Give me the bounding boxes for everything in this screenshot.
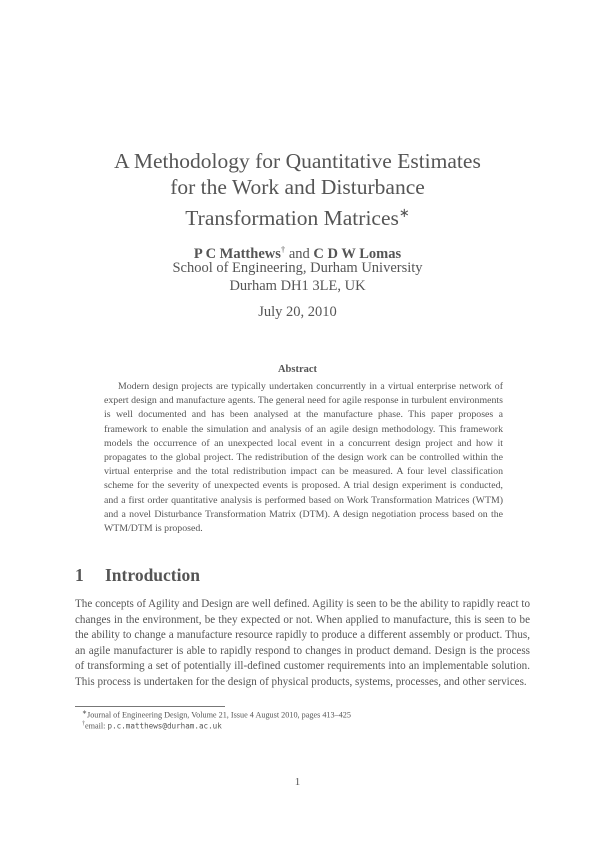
abstract-text: Modern design projects are typically undertaken concurrently in a virtual enterprise network of expert design and manufacture agents. The general need for agile response in turbulent environments is well documented and has been analysed at the manufacture phase. This paper proposes a framework to enable the simulation and analysis of an agile design methodology. This framework models the occurrence of an unexpected local event in a concurrent design project and how it propagates to the global project. The redistribution of the design work can be controlled within the virtual enterprise and the total redistribution impact can be measured. A four level classification scheme for the severity of unexpected events is proposed. A trial design experiment is conducted, and a first order quantitative analysis is performed based on Work Transformation Matrices (WTM) and a novel Disturbance Transformation Matrix (DTM). A design negotiation process based on the WTM/DTM is proposed.: [104, 381, 503, 535]
author-email-link[interactable]: p.c.matthews@durham.ac.uk: [107, 721, 222, 731]
affiliation-line-2: Durham DH1 3LE, UK: [229, 278, 366, 294]
abstract-heading: Abstract: [277, 364, 318, 375]
title-line-1: A Methodology for Quantitative Estimates: [114, 149, 481, 173]
section-number: 1: [75, 565, 84, 585]
footnote-1-text: Journal of Engineering Design, Volume 21, Issue 4 August 2010, pages 413–425: [87, 710, 351, 720]
footnote-2: [82, 719, 222, 732]
intro-paragraph: The concepts of Agility and Design are well defined. Agility is seen to be the ability to rapidly react to changes in the environment, be they expected or not. When applied to manufacture, this is seen to be the ability to change a manufacture resource rapidly to produce a different assembly or product. Thus, an agile manufacturer is able to rapidly respond to changes in product demand. Design is the process of transforming a set of potentially ill-defined customer requirements into an implementable solution. This process is undertaken for the design of physical products, systems, processes, and other services.: [75, 598, 530, 688]
affiliation-line-1: School of Engineering, Durham University: [172, 260, 423, 276]
author-conjunction: and: [288, 245, 310, 262]
paper-title: [40, 148, 555, 231]
section-title: Introduction: [105, 565, 200, 585]
page-number: 1: [294, 776, 301, 788]
footnote-1-mark: ∗: [82, 710, 88, 716]
footnote-2-mark: †: [82, 721, 85, 727]
title-line-3-text: Transformation Matrices: [185, 206, 399, 231]
author-1-footnote-mark: †: [280, 244, 286, 254]
footnote-2-label: email:: [85, 721, 108, 731]
title-footnote-mark: ∗: [398, 206, 410, 220]
title-line-2: for the Work and Disturbance: [170, 175, 425, 199]
author-2: C D W Lomas: [313, 245, 402, 262]
author-1: P C Matthews: [193, 245, 281, 262]
section-heading: [75, 565, 200, 586]
footnote-rule: [75, 706, 225, 707]
paper-date: July 20, 2010: [258, 304, 337, 320]
title-line-3: [40, 200, 555, 231]
